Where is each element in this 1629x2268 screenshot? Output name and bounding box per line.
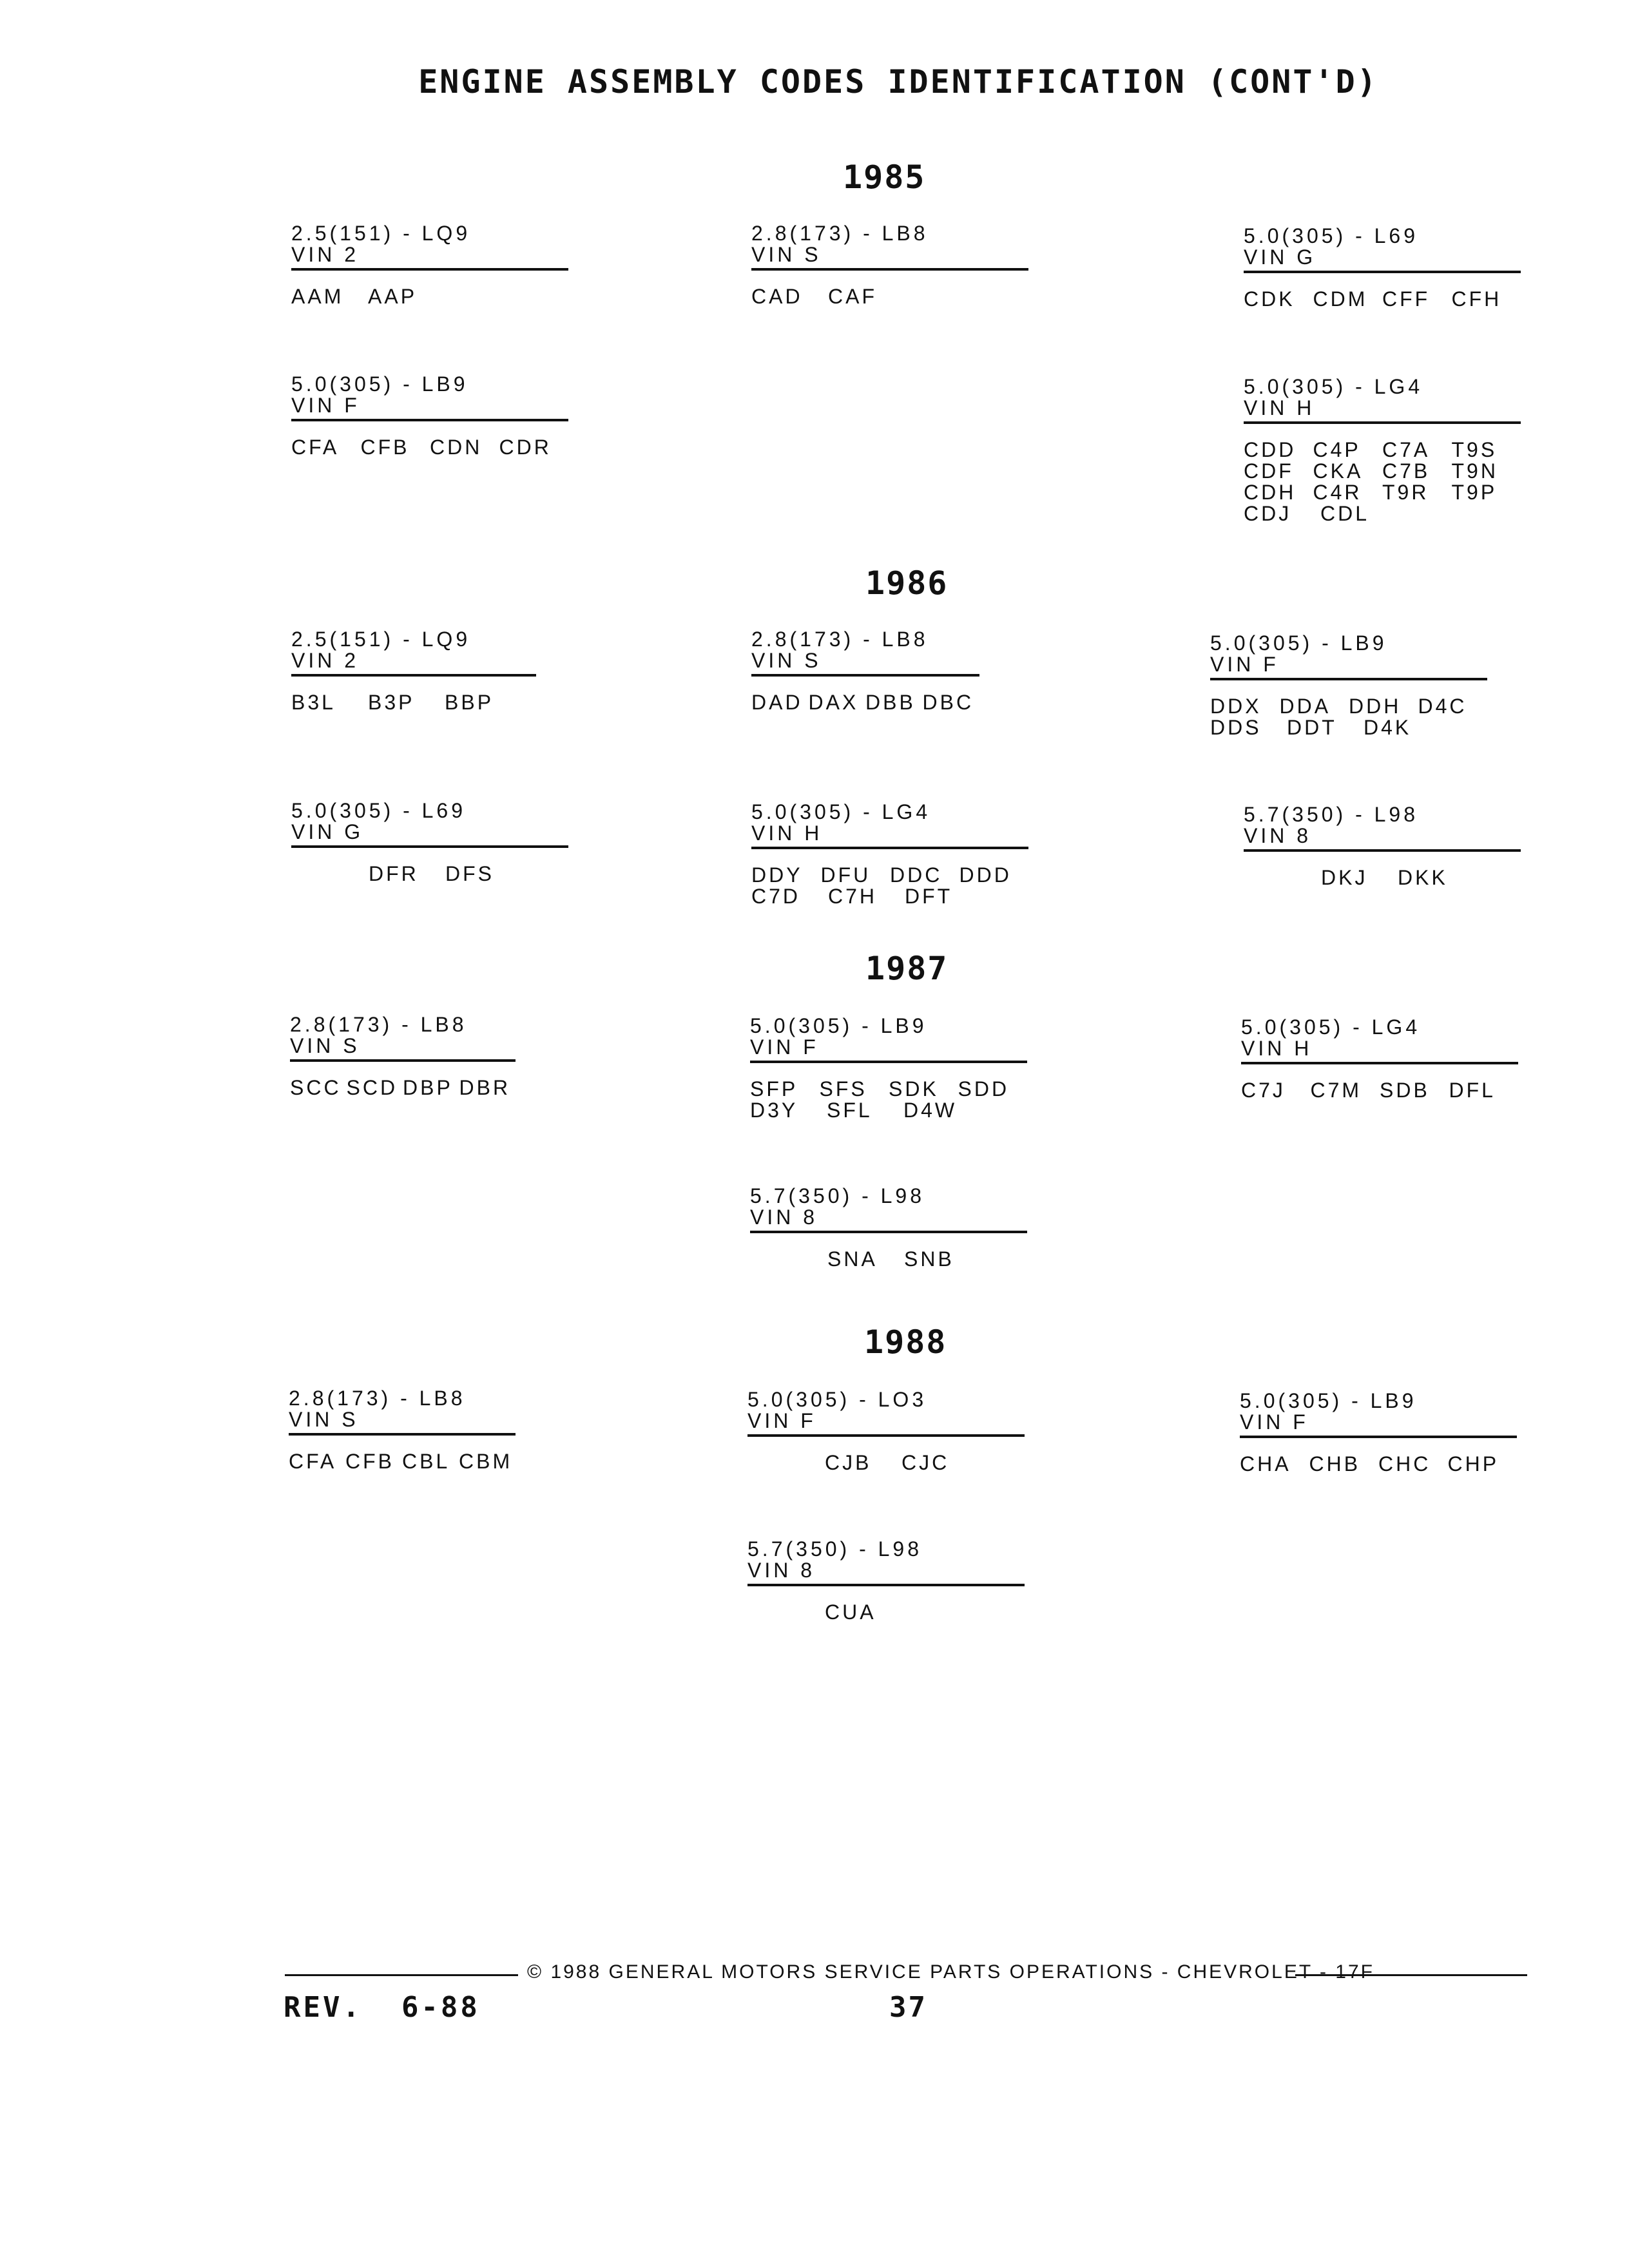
assembly-code: DFL xyxy=(1449,1079,1496,1102)
assembly-code: SNB xyxy=(904,1247,954,1271)
assembly-code: SDK xyxy=(889,1077,939,1100)
underline-rule xyxy=(751,674,979,677)
assembly-code: DDC xyxy=(890,863,943,887)
assembly-code: T9N xyxy=(1451,459,1498,483)
vin-label: VIN 2 xyxy=(291,649,360,672)
assembly-code-list xyxy=(1244,867,1521,889)
assembly-code: CFH xyxy=(1451,287,1502,311)
underline-rule xyxy=(290,1059,516,1062)
code-row xyxy=(290,1077,516,1099)
code-row xyxy=(1244,482,1521,503)
footer-rule-left xyxy=(285,1974,518,1976)
engine-block xyxy=(1241,1017,1518,1101)
underline-rule xyxy=(1241,1062,1518,1064)
assembly-code-list xyxy=(291,286,568,307)
page-title: ENGINE ASSEMBLY CODES IDENTIFICATION (CONT'D) xyxy=(418,63,1378,101)
assembly-code-list xyxy=(291,437,568,458)
engine-block xyxy=(751,629,979,713)
assembly-code: CDL xyxy=(1320,502,1370,525)
vin-label: VIN S xyxy=(290,1034,360,1057)
assembly-code: CDD xyxy=(1244,438,1296,461)
engine-block xyxy=(290,1014,516,1099)
assembly-code: SCC xyxy=(290,1076,342,1099)
assembly-code-list xyxy=(747,1452,1025,1474)
code-row xyxy=(827,1249,1027,1270)
year-heading-1987: 1987 xyxy=(865,950,949,987)
assembly-code: DBC xyxy=(922,691,974,714)
assembly-code: CDR xyxy=(499,436,552,459)
footer-rule-right xyxy=(1295,1974,1527,1976)
vin-label: VIN H xyxy=(1244,396,1315,419)
code-row xyxy=(1240,1454,1517,1475)
assembly-code: T9P xyxy=(1451,481,1498,504)
assembly-code: DDT xyxy=(1287,716,1337,739)
engine-block xyxy=(291,223,568,307)
underline-rule xyxy=(1244,421,1521,424)
underline-rule xyxy=(291,268,568,271)
assembly-code: D4C xyxy=(1418,695,1467,718)
assembly-code: SFL xyxy=(827,1099,872,1122)
assembly-code: CAF xyxy=(828,285,877,308)
assembly-code-list xyxy=(751,286,1028,307)
engine-spec: 2.5(151) - LQ9 xyxy=(291,222,471,245)
assembly-code: CDJ xyxy=(1244,502,1292,525)
assembly-code-list xyxy=(751,692,979,713)
engine-block xyxy=(1210,633,1487,738)
assembly-code: C7M xyxy=(1310,1079,1362,1102)
assembly-code: DFR xyxy=(369,862,419,885)
vin-label: VIN F xyxy=(291,394,360,417)
engine-spec: 5.0(305) - LG4 xyxy=(751,800,931,823)
vin-label: VIN S xyxy=(751,243,822,266)
assembly-code: SDD xyxy=(958,1077,1010,1100)
code-row xyxy=(289,1451,516,1472)
assembly-code: DKJ xyxy=(1321,866,1368,889)
assembly-code: DDA xyxy=(1279,695,1331,718)
engine-spec: 5.0(305) - LB9 xyxy=(750,1014,927,1037)
engine-spec: 5.0(305) - LG4 xyxy=(1241,1015,1421,1039)
code-row xyxy=(291,437,568,458)
assembly-code: B3L xyxy=(291,691,336,714)
assembly-code-list xyxy=(1244,289,1521,310)
page-number: 37 xyxy=(889,1991,927,2024)
code-row xyxy=(751,865,1028,886)
assembly-code-list xyxy=(291,692,536,713)
assembly-code: C4P xyxy=(1313,438,1361,461)
assembly-code-list xyxy=(750,1079,1027,1121)
assembly-code: DDH xyxy=(1349,695,1402,718)
assembly-code-list xyxy=(751,865,1028,907)
engine-block xyxy=(291,629,536,713)
assembly-code: DFU xyxy=(820,863,871,887)
vin-label: VIN F xyxy=(750,1035,819,1059)
assembly-code-list xyxy=(291,863,568,885)
assembly-code: B3P xyxy=(368,691,415,714)
assembly-code: C7A xyxy=(1382,438,1431,461)
assembly-code: BBP xyxy=(445,691,494,714)
engine-spec: 5.0(305) - LO3 xyxy=(747,1388,927,1411)
assembly-code-list xyxy=(747,1602,1025,1623)
assembly-code: AAP xyxy=(368,285,418,308)
underline-rule xyxy=(1244,849,1521,852)
assembly-code: CHC xyxy=(1378,1452,1431,1475)
underline-rule xyxy=(750,1061,1027,1063)
code-row xyxy=(1244,503,1521,524)
year-heading-1986: 1986 xyxy=(865,564,949,602)
code-row xyxy=(291,692,536,713)
engine-block xyxy=(751,802,1028,907)
code-row xyxy=(750,1079,1027,1100)
code-row xyxy=(751,286,1028,307)
year-heading-1985: 1985 xyxy=(843,159,926,196)
assembly-code: D4W xyxy=(903,1099,958,1122)
assembly-code: DDS xyxy=(1210,716,1262,739)
assembly-code: DFT xyxy=(905,885,953,908)
assembly-code: CUA xyxy=(825,1600,876,1624)
underline-rule xyxy=(291,419,568,421)
engine-spec: 5.0(305) - L69 xyxy=(1244,224,1419,247)
assembly-code: CHP xyxy=(1447,1452,1499,1475)
engine-block xyxy=(750,1186,1027,1270)
assembly-code: DAX xyxy=(808,691,859,714)
assembly-code: DAD xyxy=(751,691,803,714)
footer-copyright: © 1988 GENERAL MOTORS SERVICE PARTS OPERATIONS - CHEVROLET - 17F xyxy=(527,1961,1374,1983)
assembly-code: CJC xyxy=(901,1451,950,1474)
assembly-code: DDD xyxy=(959,863,1012,887)
assembly-code-list xyxy=(1210,696,1487,738)
underline-rule xyxy=(291,674,536,677)
assembly-code: CHB xyxy=(1309,1452,1361,1475)
code-row xyxy=(369,863,568,885)
vin-label: VIN 8 xyxy=(747,1559,816,1582)
code-row xyxy=(291,286,568,307)
engine-spec: 5.0(305) - LB9 xyxy=(1240,1389,1417,1412)
engine-spec: 2.8(173) - LB8 xyxy=(289,1387,466,1410)
underline-rule xyxy=(751,268,1028,271)
engine-spec: 2.5(151) - LQ9 xyxy=(291,628,471,651)
code-row xyxy=(1244,289,1521,310)
assembly-code: DBP xyxy=(403,1076,453,1099)
underline-rule xyxy=(747,1584,1025,1586)
underline-rule xyxy=(291,845,568,848)
assembly-code: CFA xyxy=(289,1450,337,1473)
assembly-code-list xyxy=(290,1077,516,1099)
vin-label: VIN 8 xyxy=(750,1206,818,1229)
vin-label: VIN F xyxy=(1210,653,1279,676)
vin-label: VIN 2 xyxy=(291,243,360,266)
assembly-code: CFB xyxy=(360,436,410,459)
code-row xyxy=(825,1452,1025,1474)
assembly-code: CKA xyxy=(1313,459,1364,483)
code-row xyxy=(1210,696,1487,717)
assembly-code: C4R xyxy=(1313,481,1362,504)
engine-spec: 2.8(173) - LB8 xyxy=(751,628,929,651)
assembly-code: CFF xyxy=(1382,287,1431,311)
assembly-code: DBB xyxy=(865,691,916,714)
assembly-code: DDX xyxy=(1210,695,1262,718)
assembly-code-list xyxy=(1244,439,1521,524)
assembly-code: CBL xyxy=(402,1450,450,1473)
engine-spec: 2.8(173) - LB8 xyxy=(751,222,929,245)
vin-label: VIN F xyxy=(747,1409,816,1432)
assembly-code: SFP xyxy=(750,1077,798,1100)
revision-label: REV. 6-88 xyxy=(284,1991,480,2024)
assembly-code: T9S xyxy=(1451,438,1498,461)
assembly-code: C7B xyxy=(1382,459,1431,483)
engine-spec: 2.8(173) - LB8 xyxy=(290,1013,467,1036)
assembly-code-list xyxy=(289,1451,516,1472)
underline-rule xyxy=(750,1231,1027,1233)
code-row xyxy=(1241,1080,1518,1101)
underline-rule xyxy=(289,1433,516,1436)
engine-block xyxy=(291,800,568,885)
assembly-code: D3Y xyxy=(750,1099,798,1122)
assembly-code: D4K xyxy=(1364,716,1412,739)
vin-label: VIN F xyxy=(1240,1410,1309,1434)
underline-rule xyxy=(1210,678,1487,680)
engine-spec: 5.0(305) - LG4 xyxy=(1244,375,1423,398)
code-row xyxy=(751,692,979,713)
code-row xyxy=(1244,461,1521,482)
underline-rule xyxy=(1240,1436,1517,1438)
engine-block xyxy=(1244,804,1521,889)
assembly-code: T9R xyxy=(1382,481,1429,504)
vin-label: VIN G xyxy=(291,820,364,843)
assembly-code-list xyxy=(750,1249,1027,1270)
assembly-code: CFA xyxy=(291,436,340,459)
vin-label: VIN H xyxy=(751,822,823,845)
engine-block xyxy=(289,1388,516,1472)
engine-block xyxy=(1240,1390,1517,1475)
code-row xyxy=(1210,717,1487,738)
vin-label: VIN G xyxy=(1244,245,1316,269)
code-row xyxy=(1321,867,1521,889)
assembly-code: CJB xyxy=(825,1451,872,1474)
engine-block xyxy=(751,223,1028,307)
assembly-code: CDH xyxy=(1244,481,1296,504)
engine-spec: 5.7(350) - L98 xyxy=(1244,803,1419,826)
assembly-code: CHA xyxy=(1240,1452,1291,1475)
assembly-code: CDM xyxy=(1313,287,1368,311)
assembly-code-list xyxy=(1241,1080,1518,1101)
engine-block xyxy=(747,1389,1025,1474)
engine-block xyxy=(747,1539,1025,1623)
assembly-code: SFS xyxy=(819,1077,867,1100)
underline-rule xyxy=(747,1434,1025,1437)
engine-spec: 5.0(305) - L69 xyxy=(291,799,467,822)
assembly-code: CAD xyxy=(751,285,803,308)
assembly-code: CDK xyxy=(1244,287,1295,311)
underline-rule xyxy=(751,847,1028,849)
assembly-code: DBR xyxy=(459,1076,511,1099)
assembly-code: SDB xyxy=(1380,1079,1430,1102)
assembly-code: CDF xyxy=(1244,459,1294,483)
engine-block xyxy=(291,374,568,458)
assembly-code: CBM xyxy=(459,1450,513,1473)
engine-spec: 5.7(350) - L98 xyxy=(747,1537,923,1561)
engine-spec: 5.7(350) - L98 xyxy=(750,1184,925,1207)
code-row xyxy=(1244,439,1521,461)
code-row xyxy=(751,886,1028,907)
vin-label: VIN S xyxy=(289,1408,359,1431)
code-row xyxy=(750,1100,1027,1121)
assembly-code: C7H xyxy=(828,885,878,908)
vin-label: VIN 8 xyxy=(1244,824,1312,847)
assembly-code: C7D xyxy=(751,885,801,908)
engine-spec: 5.0(305) - LB9 xyxy=(1210,631,1387,655)
code-row xyxy=(825,1602,1025,1623)
assembly-code: SNA xyxy=(827,1247,878,1271)
assembly-code: DDY xyxy=(751,863,803,887)
assembly-code-list xyxy=(1240,1454,1517,1475)
year-heading-1988: 1988 xyxy=(864,1323,947,1361)
assembly-code: CDN xyxy=(430,436,483,459)
vin-label: VIN S xyxy=(751,649,822,672)
assembly-code: CFB xyxy=(345,1450,394,1473)
engine-spec: 5.0(305) - LB9 xyxy=(291,372,468,396)
vin-label: VIN H xyxy=(1241,1037,1313,1060)
engine-block xyxy=(1244,226,1521,310)
engine-block xyxy=(750,1015,1027,1121)
underline-rule xyxy=(1244,271,1521,273)
assembly-code: DKK xyxy=(1398,866,1448,889)
assembly-code: C7J xyxy=(1241,1079,1286,1102)
engine-block xyxy=(1244,376,1521,524)
assembly-code: SCD xyxy=(346,1076,398,1099)
assembly-code: AAM xyxy=(291,285,344,308)
assembly-code: DFS xyxy=(445,862,494,885)
